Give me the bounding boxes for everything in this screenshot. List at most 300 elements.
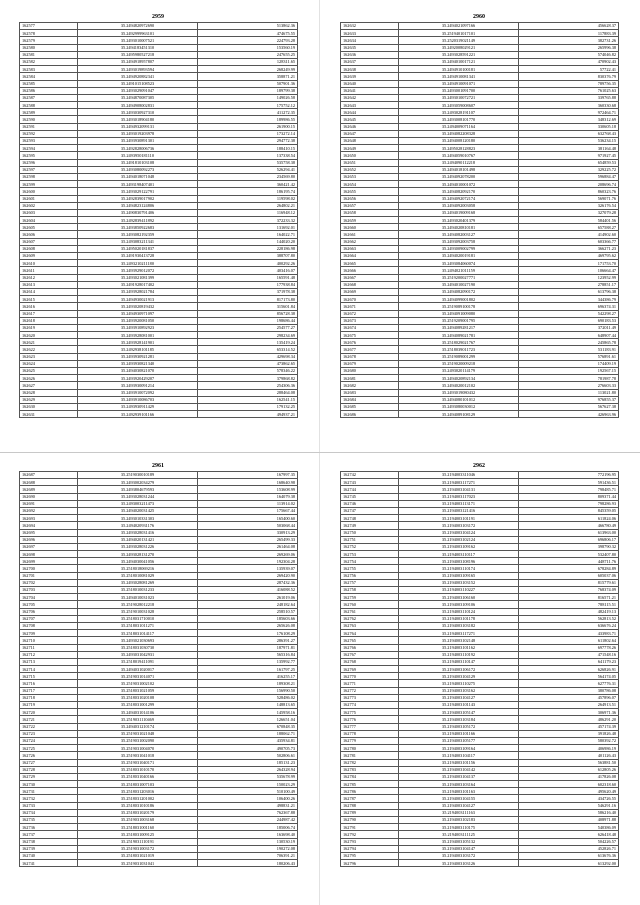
coord-value-cell: 35.2194003102183 <box>399 817 519 824</box>
coord-value-cell: 35.2494020131421 <box>78 536 198 543</box>
table-row <box>20 353 298 360</box>
point-id-cell: 162690 <box>20 493 78 500</box>
point-id-cell: 162627 <box>20 382 78 389</box>
point-id-cell: 162622 <box>20 346 78 353</box>
amount-cell: 130530.19 <box>198 838 298 845</box>
table-row <box>341 788 619 795</box>
coord-value-cell: 35.2518031021059 <box>78 687 198 694</box>
coord-value-cell: 35.2493930091214 <box>78 382 198 389</box>
point-id-cell: 162739 <box>20 845 78 852</box>
point-id-cell: 162730 <box>20 781 78 788</box>
coord-value-cell: 35.2494030821070 <box>78 368 198 375</box>
coord-value-cell: 35.2494020892134 <box>399 375 519 382</box>
coord-value-cell: 35.2518031020179 <box>78 809 198 816</box>
table-row <box>20 324 298 331</box>
amount-cell: 306971.36 <box>519 709 619 716</box>
amount-cell: 768374.09 <box>519 587 619 594</box>
table-row <box>341 493 619 500</box>
point-id-cell: 162658 <box>341 209 399 216</box>
coord-value-cell: 35.2194003109162 <box>399 543 519 550</box>
amount-cell: 678284.89 <box>519 565 619 572</box>
point-id-cell: 162765 <box>341 637 399 644</box>
coord-value-cell: 35.2493928081001 <box>78 332 198 339</box>
point-id-cell: 162772 <box>341 687 399 694</box>
coord-value-cell: 35.2518031201002 <box>78 795 198 802</box>
coord-value-cell: 35.2194003102124 <box>399 536 519 543</box>
point-id-cell: 162674 <box>341 324 399 331</box>
amount-cell: 613676.36 <box>519 852 619 859</box>
coord-value-cell: 35.2495980527218 <box>78 51 198 58</box>
point-id-cell: 162608 <box>20 245 78 252</box>
coord-value-cell: 35.2194003104117 <box>399 752 519 759</box>
coord-value-cell: 35.2194003103164 <box>399 781 519 788</box>
point-id-cell: 162619 <box>20 324 78 331</box>
table-row <box>341 637 619 644</box>
amount-cell: 510100.49 <box>198 788 298 795</box>
point-id-cell: 162790 <box>341 817 399 824</box>
coord-value-cell: 35.2491015108523 <box>78 80 198 87</box>
point-id-cell: 162696 <box>20 536 78 543</box>
point-id-cell: 162677 <box>341 346 399 353</box>
point-id-cell: 162675 <box>341 332 399 339</box>
table-row <box>341 572 619 579</box>
table-row <box>341 152 619 159</box>
coord-value-cell: 35.2194003110175 <box>399 824 519 831</box>
coord-value-cell: 35.2495020181837 <box>78 245 198 252</box>
amount-cell: 762367.88 <box>198 809 298 816</box>
amount-cell: 330605.18 <box>519 123 619 130</box>
table-row <box>20 637 298 644</box>
table-row <box>20 479 298 486</box>
table-row <box>341 375 619 382</box>
coord-value-cell: 35.2519020009218 <box>399 360 519 367</box>
point-id-cell: 162661 <box>341 231 399 238</box>
table-row <box>20 80 298 87</box>
amount-cell: 417826.08 <box>519 773 619 780</box>
amount-cell: 276603.33 <box>519 382 619 389</box>
coordinate-table <box>19 22 298 418</box>
point-id-cell: 162715 <box>20 673 78 680</box>
amount-cell: 113914.02 <box>198 500 298 507</box>
point-id-cell: 162581 <box>20 51 78 58</box>
amount-cell: 526294.41 <box>198 166 298 173</box>
point-id-cell: 162711 <box>20 644 78 651</box>
table-row <box>20 274 298 281</box>
amount-cell: 627776.31 <box>519 680 619 687</box>
coord-value-cell: 35.2194003106172 <box>399 666 519 673</box>
coord-value-cell: 35.2194003101191 <box>399 515 519 522</box>
amount-cell: 358871.21 <box>198 73 298 80</box>
table-row <box>20 181 298 188</box>
coord-value-cell: 35.2194003117271 <box>399 479 519 486</box>
amount-cell: 772196.95 <box>519 472 619 479</box>
amount-cell: 372011.49 <box>519 324 619 331</box>
point-id-cell: 162709 <box>20 630 78 637</box>
amount-cell: 379868.82 <box>198 375 298 382</box>
table-row <box>341 332 619 339</box>
coord-value-cell: 35.2491930413728 <box>78 253 198 260</box>
table-row <box>341 658 619 665</box>
amount-cell: 653314.52 <box>198 346 298 353</box>
coord-value-cell: 35.2194003104147 <box>399 845 519 852</box>
coord-value-cell: 35.2493021081399 <box>78 274 198 281</box>
amount-cell: 586216.40 <box>519 809 619 816</box>
table-row <box>341 579 619 586</box>
coord-value-cell: 35.2493930891301 <box>78 138 198 145</box>
coord-value-cell: 35.2494183451310 <box>78 44 198 51</box>
table-row <box>341 159 619 166</box>
point-id-cell: 162779 <box>341 737 399 744</box>
coord-value-cell: 35.2518031011271 <box>78 622 198 629</box>
amount-cell: 498831.21 <box>198 802 298 809</box>
table-row <box>341 716 619 723</box>
table-row <box>341 66 619 73</box>
table-row <box>341 666 619 673</box>
amount-cell: 360330.68 <box>519 102 619 109</box>
amount-cell: 535758.38 <box>198 159 298 166</box>
point-id-cell: 162683 <box>341 389 399 396</box>
amount-cell: 254577.27 <box>198 324 298 331</box>
coord-value-cell: 35.2493018904180 <box>78 116 198 123</box>
table-row <box>341 51 619 58</box>
coord-value-cell: 35.2518031020108 <box>78 694 198 701</box>
coord-value-cell: 35.2194003311046 <box>399 472 519 479</box>
table-row <box>341 759 619 766</box>
amount-cell: 502806.61 <box>198 752 298 759</box>
coord-value-cell: 35.2518031001299 <box>78 702 198 709</box>
amount-cell: 636676.24 <box>519 622 619 629</box>
point-id-cell: 162705 <box>20 601 78 608</box>
amount-cell: 175667.44 <box>198 507 298 514</box>
amount-cell: 148813.65 <box>198 702 298 709</box>
table-row <box>20 737 298 744</box>
amount-cell: 286391.27 <box>198 637 298 644</box>
amount-cell: 603366.77 <box>519 238 619 245</box>
table-row <box>341 730 619 737</box>
coord-value-cell: 35.2493928021784 <box>78 288 198 295</box>
coord-value-cell: 35.2194003109165 <box>399 572 519 579</box>
coord-value-cell: 35.2494008120180 <box>399 138 519 145</box>
amount-cell: 185131.23 <box>198 759 298 766</box>
point-id-cell: 162761 <box>341 608 399 615</box>
coord-value-cell: 35.2494091009080 <box>399 310 519 317</box>
table-row <box>341 37 619 44</box>
point-id-cell: 162618 <box>20 317 78 324</box>
point-id-cell: 162750 <box>341 529 399 536</box>
point-id-cell: 162672 <box>341 310 399 317</box>
coord-value-cell: 35.2493021030693 <box>78 637 198 644</box>
coord-value-cell: 35.2494020012102 <box>399 382 519 389</box>
coord-value-cell: 35.2194003110124 <box>399 608 519 615</box>
point-id-cell: 162666 <box>341 267 399 274</box>
table-row <box>341 360 619 367</box>
point-id-cell: 162679 <box>341 360 399 367</box>
point-id-cell: 162767 <box>341 651 399 658</box>
point-id-cell: 162600 <box>20 188 78 195</box>
table-row <box>20 644 298 651</box>
coord-value-cell: 35.2494099001802 <box>399 296 519 303</box>
point-id-cell: 162592 <box>20 130 78 137</box>
point-id-cell: 162732 <box>20 795 78 802</box>
amount-cell: 265626.08 <box>198 622 298 629</box>
coordinate-table <box>340 22 619 418</box>
table-row <box>341 500 619 507</box>
table-row <box>341 723 619 730</box>
coord-value-cell: 35.2518031710010 <box>78 615 198 622</box>
coord-value-cell: 35.2493930921281 <box>78 353 198 360</box>
table-row <box>20 310 298 317</box>
table-row <box>20 522 298 529</box>
table-row <box>341 601 619 608</box>
table-row <box>20 838 298 845</box>
table-row <box>341 781 619 788</box>
coord-value-cell: 35.2494030041056 <box>78 558 198 565</box>
point-id-cell: 162605 <box>20 224 78 231</box>
amount-cell: 411272.35 <box>198 109 298 116</box>
table-row <box>341 245 619 252</box>
table-row <box>341 831 619 838</box>
point-id-cell: 162733 <box>20 802 78 809</box>
amount-cell: 119598.02 <box>198 195 298 202</box>
table-row <box>341 353 619 360</box>
coord-value-cell: 35.2518031010186 <box>78 802 198 809</box>
coord-value-cell: 35.2194003113171 <box>399 500 519 507</box>
point-id-cell: 162713 <box>20 658 78 665</box>
table-row <box>341 195 619 202</box>
amount-cell: 175752.12 <box>198 102 298 109</box>
amount-cell: 761025.63 <box>519 87 619 94</box>
amount-cell: 372233.32 <box>198 217 298 224</box>
table-row <box>341 253 619 260</box>
point-id-cell: 162632 <box>341 23 399 30</box>
table-row <box>20 507 298 514</box>
coord-value-cell: 35.2194003121416 <box>399 507 519 514</box>
table-row <box>341 130 619 137</box>
amount-cell: 596884.47 <box>519 173 619 180</box>
point-id-cell: 162745 <box>341 493 399 500</box>
amount-cell: 434726.55 <box>519 795 619 802</box>
amount-cell: 605037.06 <box>519 572 619 579</box>
coord-value-cell: 35.2494021011159 <box>399 267 519 274</box>
table-row <box>20 766 298 773</box>
amount-cell: 381164.48 <box>519 145 619 152</box>
point-id-cell: 162766 <box>341 644 399 651</box>
amount-cell: 149026.58 <box>198 94 298 101</box>
coord-value-cell: 35.2494908002831 <box>78 102 198 109</box>
coord-value-cell: 35.2519031021048 <box>78 730 198 737</box>
point-id-cell: 162694 <box>20 522 78 529</box>
table-row <box>20 202 298 209</box>
table-row <box>20 608 298 615</box>
point-id-cell: 162635 <box>341 44 399 51</box>
coord-value-cell: 35.2492999963101 <box>78 30 198 37</box>
table-row <box>341 145 619 152</box>
amount-cell: 580392.72 <box>519 737 619 744</box>
amount-cell: 971927.45 <box>519 152 619 159</box>
amount-cell: 670848.35 <box>198 723 298 730</box>
coord-value-cell: 35.2494031020017 <box>78 666 198 673</box>
amount-cell: 706391.21 <box>198 852 298 859</box>
coord-value-cell: 35.2494031210174 <box>78 723 198 730</box>
amount-cell: 247655.25 <box>198 51 298 58</box>
coord-value-cell: 35.2519209001795 <box>399 317 519 324</box>
table-row <box>20 493 298 500</box>
coord-value-cell: 35.2194003110275 <box>399 680 519 687</box>
table-row <box>341 838 619 845</box>
amount-cell: 327079.28 <box>519 209 619 216</box>
point-id-cell: 162590 <box>20 116 78 123</box>
table-row <box>20 817 298 824</box>
point-id-cell: 162719 <box>20 702 78 709</box>
point-id-cell: 162729 <box>20 773 78 780</box>
point-id-cell: 162617 <box>20 310 78 317</box>
point-id-cell: 162586 <box>20 87 78 94</box>
coord-value-cell: 35.2494020931176 <box>78 522 198 529</box>
table-row <box>20 680 298 687</box>
point-id-cell: 162659 <box>341 217 399 224</box>
point-id-cell: 162593 <box>20 138 78 145</box>
amount-cell: 466780.49 <box>519 522 619 529</box>
coord-value-cell: 35.2493082192359 <box>78 231 198 238</box>
coord-value-cell: 35.2518018069216 <box>78 565 198 572</box>
coord-value-cell: 35.2194003117023 <box>399 493 519 500</box>
point-id-cell: 162688 <box>20 479 78 486</box>
coord-value-cell: 35.2194003103184 <box>399 716 519 723</box>
amount-cell: 448711.76 <box>519 558 619 565</box>
table-row <box>20 630 298 637</box>
point-id-cell: 162706 <box>20 608 78 615</box>
table-row <box>20 267 298 274</box>
point-id-cell: 162691 <box>20 500 78 507</box>
table-row <box>20 694 298 701</box>
table-row <box>20 587 298 594</box>
coord-value-cell: 35.2493028591221 <box>399 51 519 58</box>
amount-cell: 269269.06 <box>198 551 298 558</box>
amount-cell: 298234.69 <box>198 332 298 339</box>
table-row <box>20 551 298 558</box>
point-id-cell: 162689 <box>20 486 78 493</box>
table-row <box>20 94 298 101</box>
point-id-cell: 162595 <box>20 152 78 159</box>
amount-cell: 613796.38 <box>519 288 619 295</box>
amount-cell: 578346.22 <box>198 368 298 375</box>
coord-value-cell: 35.2519031110191 <box>78 838 198 845</box>
coord-value-cell: 35.2519010031028 <box>78 608 198 615</box>
amount-cell: 137338.54 <box>198 152 298 159</box>
point-id-cell: 162673 <box>341 317 399 324</box>
point-id-cell: 162636 <box>341 51 399 58</box>
table-row <box>20 58 298 65</box>
amount-cell: 185006.74 <box>198 824 298 831</box>
point-id-cell: 162687 <box>20 472 78 479</box>
point-id-cell: 162759 <box>341 594 399 601</box>
point-id-cell: 162686 <box>341 411 399 418</box>
coord-value-cell: 35.2494080101012 <box>399 396 519 403</box>
coord-value-cell: 35.2493928141901 <box>78 339 198 346</box>
coord-value-cell: 35.2194003101156 <box>399 759 519 766</box>
coord-value-cell: 35.2493028031226 <box>78 543 198 550</box>
coord-value-cell: 35.2518031030730 <box>78 644 198 651</box>
table-row <box>20 594 298 601</box>
amount-cell: 503068.44 <box>198 522 298 529</box>
table-row <box>341 809 619 816</box>
table-row <box>20 781 298 788</box>
coord-value-cell: 35.2194003101163 <box>399 788 519 795</box>
coord-value-cell: 35.2194003104129 <box>399 673 519 680</box>
table-row <box>341 224 619 231</box>
point-id-cell: 162758 <box>341 587 399 594</box>
point-id-cell: 162676 <box>341 339 399 346</box>
point-id-cell: 162720 <box>20 709 78 716</box>
table-row <box>20 515 298 522</box>
table-row <box>341 188 619 195</box>
coord-value-cell: 35.2493030927310 <box>78 109 198 116</box>
point-id-cell: 162663 <box>341 245 399 252</box>
amount-cell: 816571.21 <box>519 594 619 601</box>
amount-cell: 657588.27 <box>519 224 619 231</box>
document-page-2 <box>0 453 640 905</box>
point-id-cell: 162644 <box>341 109 399 116</box>
point-id-cell: 162783 <box>341 766 399 773</box>
point-id-cell: 162639 <box>341 73 399 80</box>
amount-cell: 128311.65 <box>198 58 298 65</box>
table-block-3 <box>340 463 618 867</box>
table-row <box>341 23 619 30</box>
coord-value-cell: 35.2518029021767 <box>399 339 519 346</box>
table-row <box>20 809 298 816</box>
table-row <box>341 44 619 51</box>
table-row <box>341 615 619 622</box>
amount-cell: 504226.57 <box>519 838 619 845</box>
amount-cell: 400292.26 <box>198 260 298 267</box>
coord-value-cell: 35.2493210211180 <box>78 260 198 267</box>
point-id-cell: 162755 <box>341 565 399 572</box>
point-id-cell: 162648 <box>341 138 399 145</box>
amount-cell: 224793.28 <box>198 37 298 44</box>
point-id-cell: 162621 <box>20 339 78 346</box>
coord-value-cell: 35.2493084060074 <box>399 260 519 267</box>
table-row <box>20 702 298 709</box>
coord-value-cell: 35.2194003103162 <box>399 687 519 694</box>
point-id-cell: 162788 <box>341 802 399 809</box>
table-row <box>341 630 619 637</box>
point-id-cell: 162594 <box>20 145 78 152</box>
coord-value-cell: 35.2194003109106 <box>399 601 519 608</box>
amount-cell: 117883.39 <box>519 30 619 37</box>
coord-value-cell: 35.2519031014071 <box>78 673 198 680</box>
coord-value-cell: 35.2519031003172 <box>78 845 198 852</box>
coordinate-table <box>340 471 619 867</box>
point-id-cell: 162714 <box>20 666 78 673</box>
point-id-cell: 162731 <box>20 788 78 795</box>
point-id-cell: 162763 <box>341 622 399 629</box>
table-row <box>20 159 298 166</box>
document-page-1 <box>0 0 640 452</box>
amount-cell: 536234.15 <box>519 138 619 145</box>
point-id-cell: 162625 <box>20 368 78 375</box>
table-row <box>341 202 619 209</box>
coord-value-cell: 35.2493929012072 <box>78 267 198 274</box>
amount-cell: 173272.14 <box>198 130 298 137</box>
amount-cell: 106400.26 <box>198 795 298 802</box>
coord-value-cell: 35.2494930971097 <box>78 310 198 317</box>
amount-cell: 163698.40 <box>198 831 298 838</box>
amount-cell: 690183.53 <box>519 317 619 324</box>
point-id-cell: 162671 <box>341 303 399 310</box>
coord-value-cell: 35.2194003103172 <box>399 522 519 529</box>
amount-cell: 456628.37 <box>519 23 619 30</box>
table-row <box>20 788 298 795</box>
